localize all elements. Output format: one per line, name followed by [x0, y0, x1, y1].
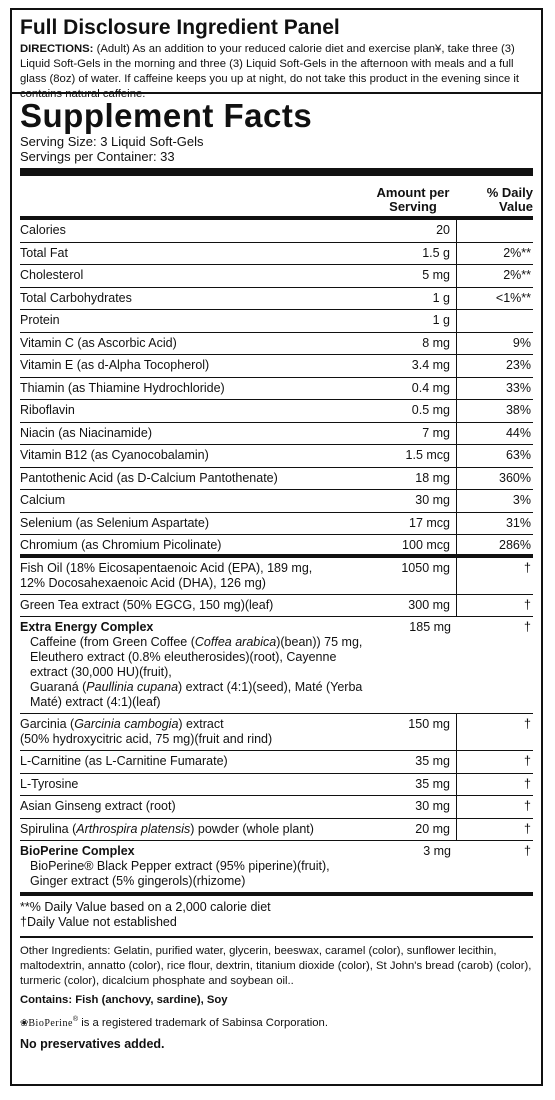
nutrient-dv	[457, 310, 533, 332]
nutrient-name: Chromium (as Chromium Picolinate)	[20, 538, 222, 552]
nutrient-name: Selenium (as Selenium Aspartate)	[20, 515, 209, 530]
nutrient-dv: <1%**	[495, 290, 531, 305]
nutrient-dv: 38%	[505, 403, 531, 417]
table-row	[20, 243, 533, 266]
table-row-spirulina: Spirulina (Arthrospira platensis) powder (whole plant) 20 mg †	[20, 819, 533, 842]
nutrient-dv: 44%	[505, 425, 531, 440]
nutrient-name: Riboflavin	[20, 403, 75, 417]
nutrient-name: Niacin (as Niacinamide)	[20, 425, 152, 440]
nutrient-name: Calcium	[20, 493, 66, 507]
nutrient-dv: 2%**	[503, 245, 531, 260]
column-header	[20, 176, 533, 220]
table-row	[20, 378, 533, 401]
table-row-fish-oil: Fish Oil (18% Eicosapentaenoic Acid (EPA), 189 mg, 12% Docosahexaenoic Acid (DHA), 126 mg) 1050 mg †	[20, 558, 533, 595]
nutrient-dv: 9%	[512, 335, 531, 350]
nutrient-amount: 100 mcg	[365, 535, 457, 554]
amount-header: Amount per Serving	[376, 185, 450, 214]
directions-label: DIRECTIONS:	[20, 43, 94, 55]
table-row-carnitine: L-Carnitine (as L-Carnitine Fumarate) 35 mg †	[20, 751, 533, 774]
nutrient-name: Vitamin B12 (as Cyanocobalamin)	[20, 448, 209, 462]
other-ingredients	[12, 938, 541, 1058]
table-row	[20, 265, 533, 288]
nutrient-dv: 31%	[505, 515, 531, 530]
table-row-tyrosine: L-Tyrosine 35 mg †	[20, 774, 533, 797]
facts-title: Supplement Facts	[20, 97, 313, 134]
table-row	[20, 468, 533, 491]
bioperine-logo: BioPerine	[28, 1017, 73, 1029]
table-row-ginseng: Asian Ginseng extract (root) 30 mg †	[20, 796, 533, 819]
table-row	[20, 490, 533, 513]
nutrient-amount: 1.5 mcg	[365, 445, 457, 467]
nutrient-dv: 360%	[499, 470, 531, 485]
table-row	[20, 288, 533, 311]
table-row-energy-complex: Extra Energy Complex Caffeine (from Green Coffee (Coffea arabica)(bean)) 75 mg, Eleuthero extract (0.8% eleutherosides)(root), Cayenne extract (30,000 HU)(fruit), Guaraná (Paullinia cupana) extract (4:1)(seed), Maté (Yerba Maté) extract (4:1)(leaf) 185 mg †	[20, 617, 533, 714]
nutrient-amount: 0.5 mg	[365, 400, 457, 422]
nutrient-name: Vitamin C (as Ascorbic Acid)	[20, 335, 177, 350]
table-row	[20, 355, 533, 378]
nutrient-amount: 5 mg	[365, 265, 457, 287]
bioperine-leaf-icon: ❀	[20, 1017, 29, 1029]
directions	[20, 42, 533, 102]
dv-header: % Daily Value	[486, 185, 533, 214]
nutrient-dv: 63%	[505, 448, 531, 462]
supplement-facts	[12, 98, 541, 938]
servings-per-container: Servings per Container: 33	[20, 149, 175, 164]
table-row	[20, 400, 533, 423]
footnote-dv: **% Daily Value based on a 2,000 calorie diet	[20, 900, 271, 914]
trademark-line: ❀BioPerine® is a registered trademark of Sabinsa Corporation.	[20, 1016, 328, 1029]
nutrient-amount: 0.4 mg	[365, 378, 457, 400]
nutrient-amount: 1 g	[365, 288, 457, 310]
nutrient-dv: 23%	[505, 358, 531, 372]
serving-size: Serving Size: 3 Liquid Soft-Gels	[20, 134, 204, 149]
nutrient-amount: 17 mcg	[365, 513, 457, 535]
nutrient-amount: 30 mg	[365, 490, 457, 512]
nutrient-amount: 7 mg	[365, 423, 457, 445]
nutrient-name: Pantothenic Acid (as D-Calcium Pantothenate)	[20, 470, 278, 485]
nutrient-dv: 33%	[505, 380, 531, 395]
nutrient-name: Thiamin (as Thiamine Hydrochloride)	[20, 380, 225, 395]
contains-line: Contains: Fish (anchovy, sardine), Soy	[20, 994, 228, 1006]
thick-rule	[20, 168, 533, 176]
nutrient-table	[20, 220, 533, 558]
nutrient-name: Protein	[20, 313, 60, 327]
table-row	[20, 310, 533, 333]
nutrient-dv: 286%	[499, 538, 531, 552]
nutrient-amount: 8 mg	[365, 333, 457, 355]
footnote-dagger: †Daily Value not established	[20, 915, 177, 929]
nutrient-dv: 3%	[512, 493, 531, 507]
nutrient-amount: 20	[365, 220, 457, 242]
table-row	[20, 423, 533, 446]
other-ingredients-text: Other Ingredients: Gelatin, purified water, glycerin, beeswax, caramel (color), sunflower lecithin, maltodextrin, annatto (color), rice flour, dextrin, titanium dioxide (color), St John's bread (carob) (color), turmeric (color), dicalcium phosphate and soybean oil..	[20, 945, 532, 987]
table-row-garcinia: Garcinia (Garcinia cambogia) extract (50% hydroxycitric acid, 75 mg)(fruit and rind) 150 mg †	[20, 714, 533, 751]
table-row	[20, 535, 533, 558]
nutrient-dv	[457, 220, 533, 242]
table-row	[20, 445, 533, 468]
nutrient-dv: 2%**	[503, 268, 531, 282]
nutrient-name: Cholesterol	[20, 268, 84, 282]
directions-text: (Adult) As an addition to your reduced calorie diet and exercise plan¥, take three (3) Liquid Soft-Gels in the morning and three (3) Liquid Soft-Gels in the afternoon with meals and a full glass (8oz) of water. If caffeine keeps you up at night, do not take this product in the evening since it contains natural caffeine.	[20, 43, 520, 100]
nutrient-amount: 18 mg	[365, 468, 457, 490]
table-row	[20, 333, 533, 356]
nutrient-name: Total Carbohydrates	[20, 290, 132, 305]
nutrient-amount: 1 g	[365, 310, 457, 332]
table-row-bioperine: BioPerine Complex BioPerine® Black Pepper extract (95% piperine)(fruit), Ginger extract (5% gingerols)(rhizome) 3 mg †	[20, 841, 533, 896]
nutrient-name: Vitamin E (as d-Alpha Tocopherol)	[20, 358, 210, 372]
table-row	[20, 220, 533, 243]
ingredient-panel	[10, 8, 543, 1086]
footnotes	[20, 896, 533, 938]
nutrient-name: Calories	[20, 223, 66, 237]
panel-header	[12, 10, 541, 100]
panel-title: Full Disclosure Ingredient Panel	[20, 16, 340, 39]
table-row	[20, 513, 533, 536]
no-preservatives: No preservatives added.	[20, 1036, 165, 1051]
table-row-green-tea: Green Tea extract (50% EGCG, 150 mg)(leaf) 300 mg †	[20, 595, 533, 618]
nutrient-amount: 1.5 g	[365, 243, 457, 265]
nutrient-name: Total Fat	[20, 245, 68, 260]
nutrient-amount: 3.4 mg	[365, 355, 457, 377]
